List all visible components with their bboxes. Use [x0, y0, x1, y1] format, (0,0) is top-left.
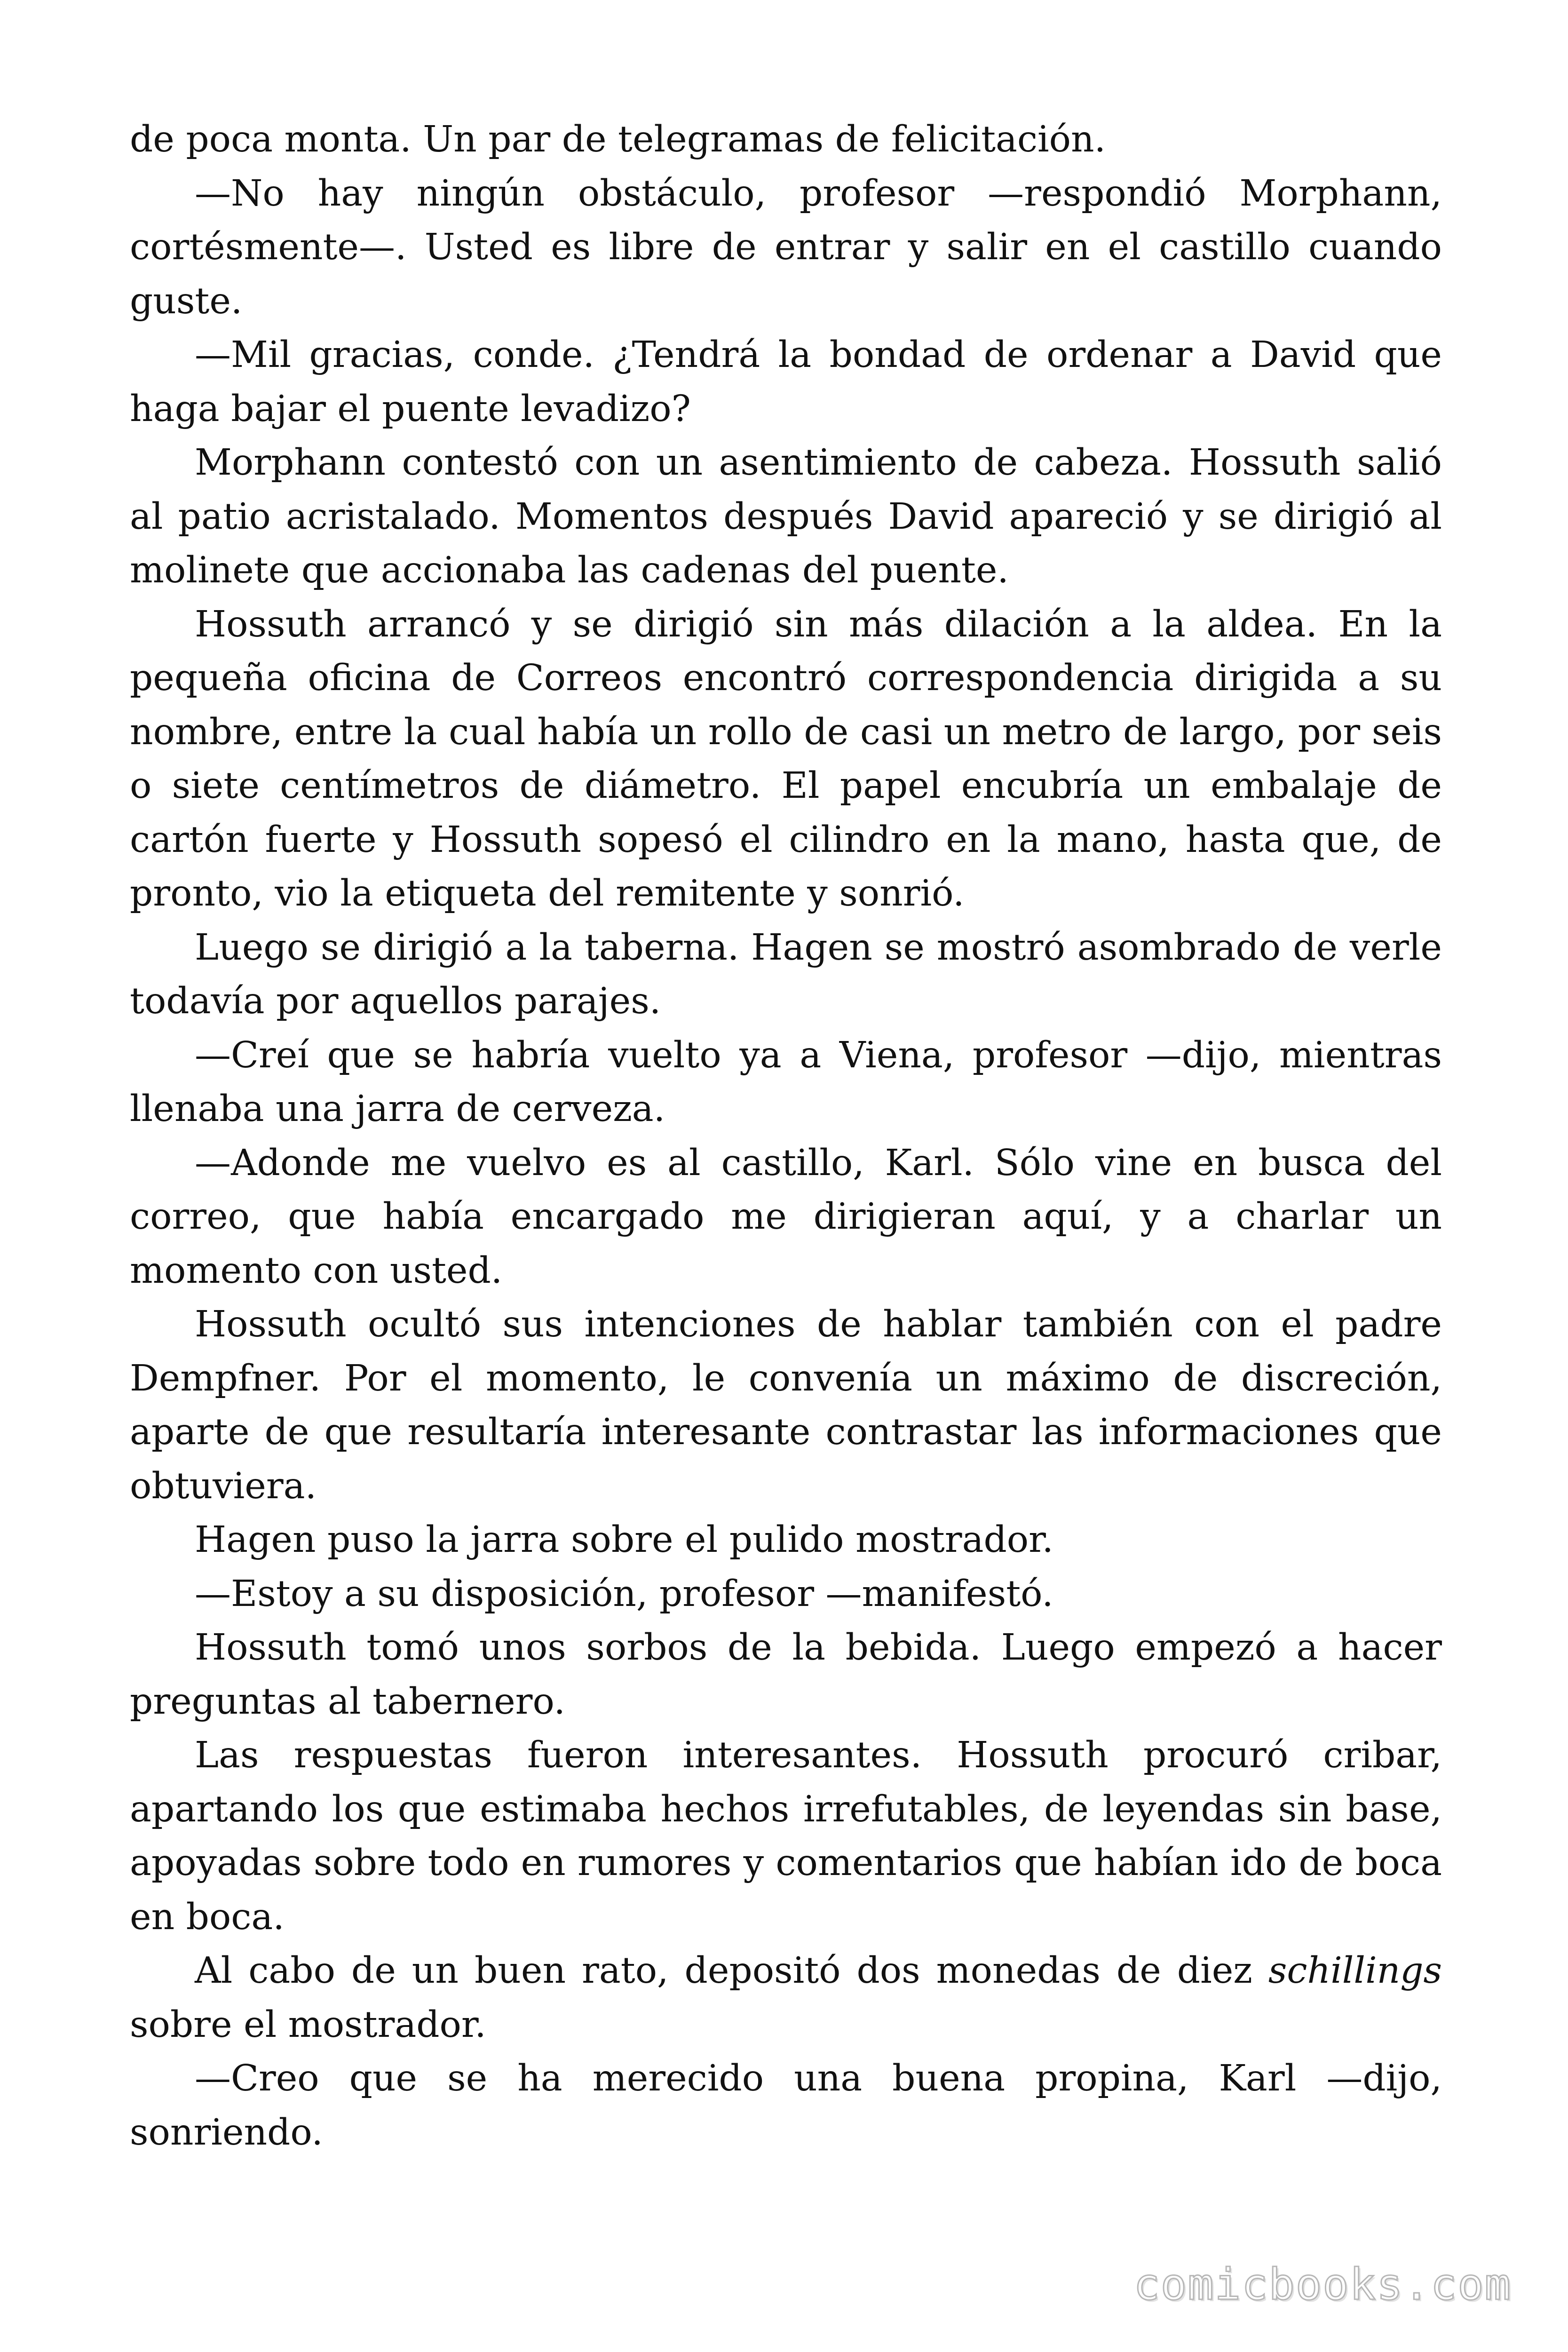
- paragraph-9: Hossuth ocultó sus intenciones de hablar también con el padre Dempfner. Por el momento, le convenía un máximo de discreción, aparte de que resultaría interesante contrastar las informaciones que obtuviera.: [130, 1303, 1442, 1507]
- paragraph-13: Las respuestas fueron interesantes. Hossuth procuró cribar, apartando los que estimaba hechos irrefutables, de leyendas sin base, apoyadas sobre todo en rumores y comentarios que habían ido de boca en boca.: [130, 1734, 1442, 1938]
- paragraph-11: —Estoy a su disposición, profesor —manifestó.: [195, 1573, 1053, 1615]
- paragraph-14-end: sobre el mostrador.: [130, 2003, 486, 2046]
- paragraph-4: Morphann contestó con un asentimiento de cabeza. Hossuth salió al patio acristalado. Momentos después David apareció y se dirigió al molinete que accionaba las cadenas del puente.: [130, 442, 1442, 591]
- paragraph-5: Hossuth arrancó y se dirigió sin más dilación a la aldea. En la pequeña oficina de Correos encontró correspondencia dirigida a su nombre, entre la cual había un rollo de casi un metro de largo, por seis o siete centímetros de diámetro. El papel encubría un embalaje de cartón fuerte y Hossuth sopesó el cilindro en la mano, hasta que, de pronto, vio la etiqueta del remitente y sonrió.: [130, 603, 1442, 914]
- paragraph-8: —Adonde me vuelvo es al castillo, Karl. Sólo vine en busca del correo, que había encargado me dirigieran aquí, y a charlar un momento con usted.: [130, 1142, 1442, 1292]
- paragraph-15: —Creo que se ha merecido una buena propina, Karl —dijo, sonriendo.: [130, 2058, 1442, 2153]
- paragraph-3: —Mil gracias, conde. ¿Tendrá la bondad de ordenar a David que haga bajar el puente levadizo?: [130, 334, 1442, 430]
- paragraph-2: —No hay ningún obstáculo, profesor —respondió Morphann, cortésmente—. Usted es libre de entrar y salir en el castillo cuando guste.: [130, 172, 1442, 322]
- paragraph-14-start: Al cabo de un buen rato, depositó dos monedas de diez: [195, 1950, 1268, 1992]
- paragraph-1: de poca monta. Un par de telegramas de felicitación.: [130, 119, 1106, 160]
- paragraph-10: Hagen puso la jarra sobre el pulido mostrador.: [195, 1519, 1053, 1561]
- paragraph-7: —Creí que se habría vuelto ya a Viena, profesor —dijo, mientras llenaba una jarra de cerveza.: [130, 1034, 1442, 1130]
- body-text: [130, 113, 1442, 2160]
- paragraph-6: Luego se dirigió a la taberna. Hagen se mostró asombrado de verle todavía por aquellos parajes.: [130, 926, 1442, 1022]
- watermark-logo: comicbooks.com: [1133, 2259, 1512, 2310]
- paragraph-12: Hossuth tomó unos sorbos de la bebida. Luego empezó a hacer preguntas al tabernero.: [130, 1627, 1442, 1723]
- paragraph-14: [130, 1944, 1442, 2052]
- italic-word-schillings: schillings: [1268, 1950, 1442, 1992]
